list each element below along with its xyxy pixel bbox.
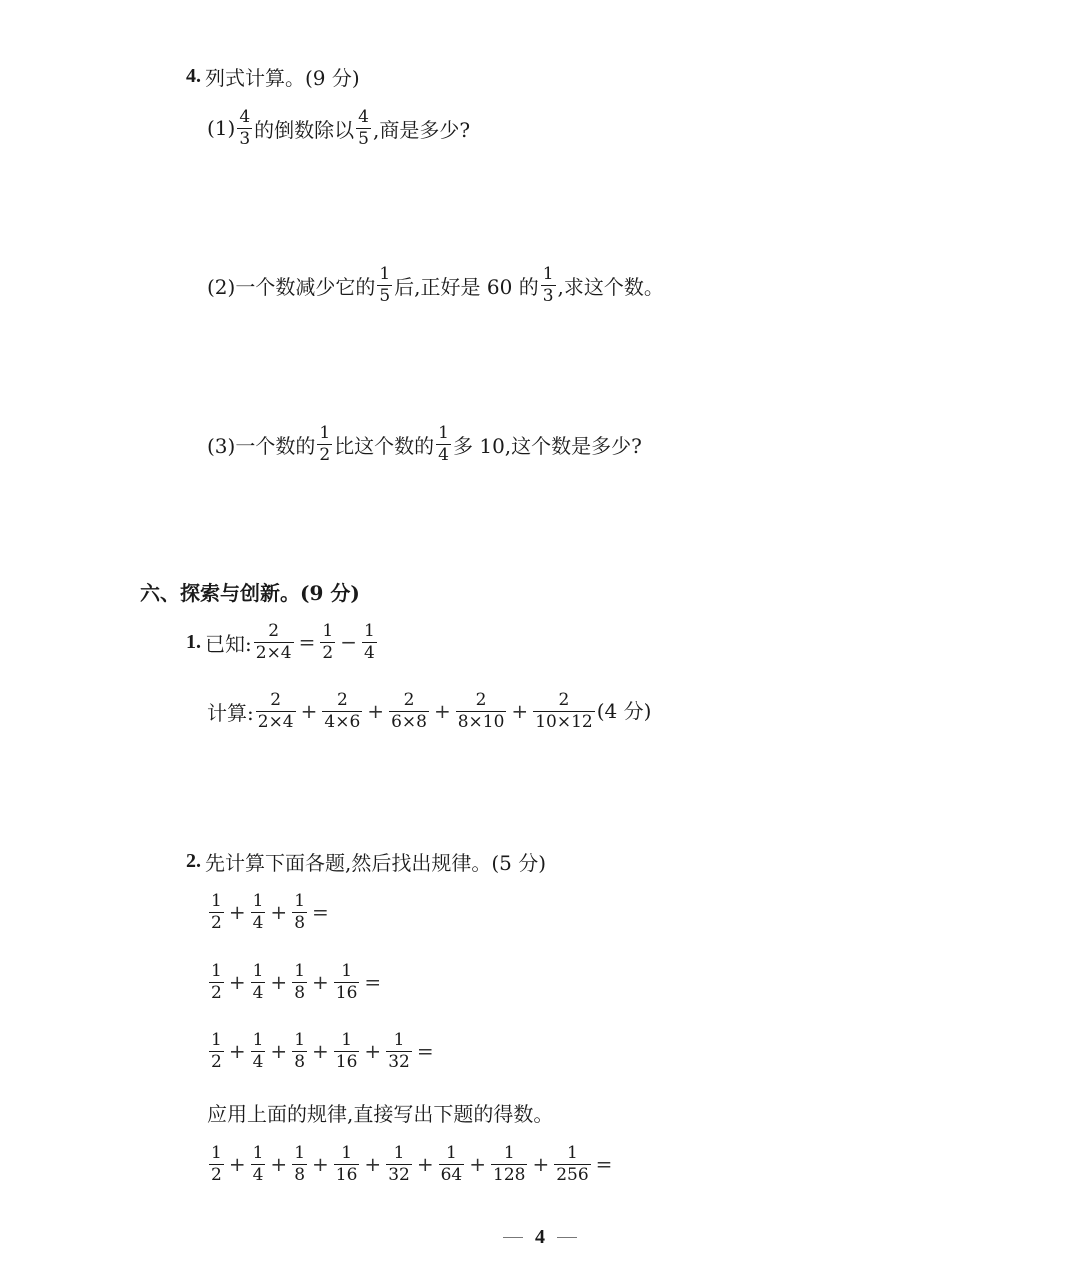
score: (4 分): [596, 699, 652, 723]
fraction: [356, 108, 371, 148]
denominator: 64: [440, 1164, 463, 1185]
denominator: 5: [358, 128, 369, 149]
s6-q2-heading: [186, 847, 546, 876]
denominator: 4×6: [324, 711, 361, 732]
q4-part-1: [207, 108, 470, 148]
fraction: [334, 1031, 360, 1071]
q4-heading: [186, 62, 360, 91]
denominator: 2: [319, 444, 331, 465]
numerator: 1: [503, 1143, 515, 1163]
denominator: 2: [211, 1164, 222, 1185]
denominator: 2×4: [255, 642, 292, 663]
numerator: 1: [252, 891, 264, 911]
fraction: [251, 1031, 266, 1071]
numerator: 2: [336, 690, 348, 710]
plus-sign: +: [469, 1152, 486, 1177]
denominator: 4: [438, 444, 449, 465]
text: 的倒数除以: [254, 117, 355, 142]
plus-sign: +: [312, 1039, 329, 1064]
numerator: 1: [294, 1143, 306, 1163]
divider: [557, 1237, 577, 1238]
text: (1): [207, 116, 236, 141]
numerator: 1: [341, 1030, 353, 1050]
plus-sign: +: [270, 900, 288, 925]
plus-sign: +: [364, 1039, 382, 1064]
s6-q2-row-2: [207, 962, 384, 1002]
plus-sign: +: [228, 1039, 246, 1064]
numerator: 1: [294, 961, 306, 981]
numerator: 1: [438, 423, 449, 443]
text: 比这个数的: [334, 433, 435, 458]
minus-sign: −: [340, 630, 357, 655]
numerator: 1: [379, 264, 391, 284]
plus-sign: +: [511, 699, 529, 724]
plus-sign: +: [270, 1039, 288, 1064]
denominator: 5: [379, 285, 391, 306]
numerator: 2: [268, 621, 280, 641]
text: ,求这个数。: [557, 274, 664, 299]
fraction: [256, 691, 296, 731]
fraction: [209, 962, 224, 1002]
s6-q2-row-1: [207, 892, 332, 932]
page-number: 4: [535, 1226, 545, 1248]
denominator: 4: [252, 912, 264, 933]
denominator: 4: [364, 642, 375, 663]
known-label: 已知:: [205, 631, 252, 656]
denominator: 2: [322, 642, 334, 663]
numerator: 2: [403, 690, 415, 710]
equals-sign: =: [416, 1039, 434, 1064]
denominator: 6×8: [391, 711, 427, 732]
fraction: [209, 1031, 224, 1071]
q4-part-3: [207, 424, 642, 464]
denominator: 4: [252, 982, 264, 1003]
section-title: 六、探索与创新。(9 分): [140, 581, 360, 605]
plus-sign: +: [228, 970, 246, 995]
fraction: [209, 892, 224, 932]
fraction: [320, 622, 335, 662]
denominator: 16: [335, 982, 358, 1003]
fraction: [292, 1031, 307, 1071]
numerator: 1: [211, 1030, 222, 1050]
numerator: 1: [393, 1143, 405, 1163]
plus-sign: +: [364, 1152, 382, 1177]
page-footer: [0, 1226, 1080, 1249]
numerator: 2: [475, 690, 487, 710]
denominator: 3: [239, 128, 251, 149]
numerator: 1: [542, 264, 554, 284]
s6-q2-title: 先计算下面各题,然后找出规律。(5 分): [205, 851, 547, 875]
numerator: 2: [270, 690, 282, 710]
numerator: 1: [567, 1143, 578, 1163]
numerator: 1: [211, 891, 222, 911]
s6-q1-calc: [207, 691, 651, 731]
denominator: 8: [294, 912, 306, 933]
fraction: [386, 1031, 412, 1071]
denominator: 8: [294, 1164, 306, 1185]
numerator: 1: [252, 1030, 264, 1050]
plus-sign: +: [532, 1152, 550, 1177]
plus-sign: +: [312, 1152, 329, 1177]
denominator: 4: [252, 1164, 264, 1185]
denominator: 16: [335, 1164, 358, 1185]
text: (2)一个数减少它的: [207, 274, 376, 299]
plus-sign: +: [300, 699, 318, 724]
equals-sign: =: [298, 630, 316, 655]
fraction: [237, 108, 252, 148]
fraction: [389, 691, 429, 731]
fraction: [317, 424, 332, 464]
s6-q2-row-3: [207, 1031, 437, 1071]
denominator: 8: [294, 1051, 306, 1072]
numerator: 4: [358, 107, 369, 127]
denominator: 4: [252, 1051, 264, 1072]
plus-sign: +: [270, 970, 288, 995]
numerator: 1: [252, 1143, 264, 1163]
denominator: 10×12: [535, 711, 593, 732]
q4-number: 4.: [186, 65, 201, 87]
fraction: [533, 691, 595, 731]
plus-sign: +: [416, 1152, 434, 1177]
equals-sign: =: [595, 1152, 613, 1177]
text: 后,正好是 60 的: [394, 274, 539, 299]
fraction: [456, 691, 507, 731]
s6-q2-apply: [207, 1098, 553, 1127]
apply-text: 应用上面的规律,直接写出下题的得数。: [207, 1102, 554, 1126]
divider: [503, 1237, 523, 1238]
fraction: [292, 962, 307, 1002]
numerator: 1: [364, 621, 375, 641]
fraction: [554, 1144, 590, 1184]
denominator: 32: [388, 1051, 410, 1072]
fraction: [251, 1144, 266, 1184]
numerator: 1: [446, 1143, 457, 1163]
denominator: 3: [542, 285, 554, 306]
s6-q1-known: [186, 622, 379, 662]
fraction: [491, 1144, 527, 1184]
fraction: [292, 1144, 307, 1184]
numerator: 1: [341, 961, 353, 981]
equals-sign: =: [364, 970, 382, 995]
plus-sign: +: [433, 699, 451, 724]
fraction: [251, 892, 266, 932]
denominator: 2: [211, 912, 222, 933]
text: (3)一个数的: [207, 433, 316, 458]
equals-sign: =: [312, 900, 329, 925]
numerator: 1: [252, 961, 264, 981]
s6-q1-number: 1.: [186, 630, 201, 653]
numerator: 1: [294, 891, 306, 911]
q4-title: 列式计算。(9 分): [205, 66, 360, 90]
section-6-title: [140, 577, 360, 606]
numerator: 4: [239, 107, 251, 127]
fraction: [362, 622, 377, 662]
denominator: 8×10: [457, 711, 505, 732]
fraction: [292, 892, 307, 932]
numerator: 1: [393, 1030, 405, 1050]
fraction: [541, 265, 556, 305]
plus-sign: +: [228, 900, 246, 925]
calc-label: 计算:: [207, 700, 254, 725]
denominator: 8: [294, 982, 306, 1003]
fraction: [251, 962, 266, 1002]
denominator: 256: [556, 1164, 589, 1185]
text: 多 10,这个数是多少?: [453, 433, 642, 458]
plus-sign: +: [312, 970, 329, 995]
numerator: 1: [341, 1143, 353, 1163]
numerator: 2: [558, 690, 570, 710]
numerator: 1: [322, 621, 334, 641]
plus-sign: +: [367, 699, 385, 724]
q4-part-2: [207, 265, 664, 305]
plus-sign: +: [228, 1152, 246, 1177]
fraction: [322, 691, 362, 731]
denominator: 2×4: [257, 711, 294, 732]
fraction: [436, 424, 451, 464]
numerator: 1: [319, 423, 331, 443]
numerator: 1: [294, 1030, 306, 1050]
s6-q2-row-4: [207, 1144, 615, 1184]
s6-q2-number: 2.: [186, 850, 201, 872]
text: ,商是多少?: [373, 117, 471, 142]
denominator: 16: [335, 1051, 358, 1072]
fraction: [386, 1144, 412, 1184]
numerator: 1: [211, 961, 222, 981]
numerator: 1: [211, 1143, 222, 1163]
fraction: [439, 1144, 465, 1184]
fraction: [377, 265, 392, 305]
denominator: 2: [211, 1051, 222, 1072]
denominator: 128: [493, 1164, 526, 1185]
denominator: 2: [211, 982, 222, 1003]
fraction: [334, 1144, 360, 1184]
fraction: [209, 1144, 224, 1184]
fraction: [334, 962, 360, 1002]
plus-sign: +: [270, 1152, 288, 1177]
denominator: 32: [388, 1164, 410, 1185]
fraction: [254, 622, 294, 662]
